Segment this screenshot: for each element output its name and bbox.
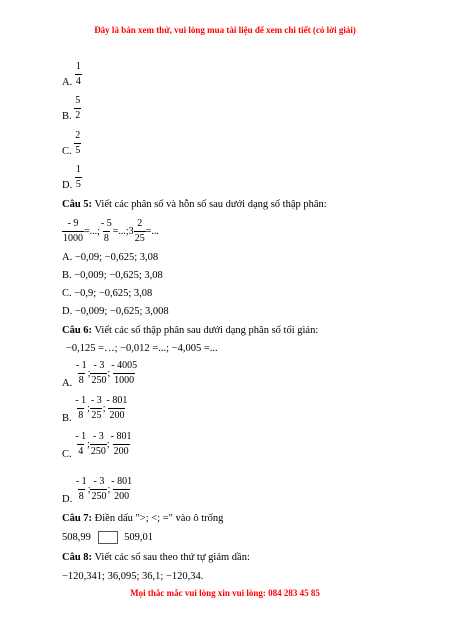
prev-option-c — [62, 131, 81, 157]
footer-notice: Mọi thắc mắc vui lòng xin vui lòng: 084 283 45 85 — [130, 588, 320, 598]
prev-option-b — [62, 96, 81, 122]
prev-option-d — [62, 165, 82, 191]
q8-numbers: −120,341; 36,095; 36,1; −120,34. — [62, 571, 204, 582]
question-8 — [62, 552, 250, 563]
left-number: 508,99 — [62, 532, 91, 543]
q5-option-c: C. −0,9; −0,625; 3,08 — [62, 288, 153, 299]
fraction: $\frac{- 9}{1000}$ — [63, 218, 83, 244]
question-label: Câu 6: — [62, 325, 93, 336]
option-label: B. — [62, 110, 72, 122]
fraction: $\frac{1}{4}$ — [75, 61, 81, 87]
q6-option-d: D. $\frac{- 1}{8}$ ; $\frac{- 3}{250}$ ; $\frac{- 801}{200}$ — [62, 476, 133, 505]
q7-comparison — [62, 531, 153, 544]
right-number: 509,01 — [124, 532, 153, 543]
prev-option-a — [62, 62, 82, 88]
question-label: Câu 5: — [62, 199, 93, 210]
fraction: $\frac{- 5}{8}$ — [100, 218, 112, 244]
fraction: $\frac{2}{25}$ — [134, 218, 145, 244]
q5-option-d: D. −0,009; −0,625; 3,008 — [62, 306, 169, 317]
header-notice: Đây là bản xem thử, vui lòng mua tài liệu để xem chi tiết (có lời giải) — [94, 25, 356, 35]
q5-expression: $\frac{- 9}{1000}$ =...; $\frac{- 5}{8}$ =...;3 $\frac{2}{25}$ =... — [63, 218, 159, 244]
q6-option-c: C. $\frac{- 1}{4}$ ; $\frac{- 3}{250}$ ; $\frac{- 801}{200}$ — [62, 431, 132, 460]
q5-option-a: A. −0,09; −0,625; 3,08 — [62, 252, 159, 263]
question-6 — [62, 325, 318, 336]
q6-option-b: B. $\frac{- 1}{8}$ ; $\frac{- 3}{25}$ ; $\frac{- 801}{200}$ — [62, 395, 128, 424]
question-7 — [62, 513, 223, 524]
fraction: $\frac{1}{5}$ — [75, 164, 81, 190]
q5-option-b: B. −0,009; −0,625; 3,08 — [62, 270, 163, 281]
question-text: Viết các phân số và hỗn số sau dưới dạng số thập phân: — [94, 199, 327, 210]
q6-option-a: A. $\frac{- 1}{8}$ ; $\frac{- 3}{250}$ ; $\frac{- 4005}{1000}$ — [62, 360, 138, 389]
answer-box[interactable] — [98, 531, 118, 544]
option-label: A. — [62, 76, 73, 88]
question-text: Viết các số sau theo thứ tự giảm dần: — [94, 552, 250, 563]
question-5 — [62, 199, 327, 210]
option-label: D. — [62, 179, 73, 191]
question-label: Câu 8: — [62, 552, 93, 563]
question-label: Câu 7: — [62, 513, 93, 524]
fraction: $\frac{2}{5}$ — [75, 130, 81, 156]
question-text: Viết các số thập phân sau dưới dạng phân số tối giản: — [94, 325, 319, 336]
question-text: Điền dấu ">; <; =" vào ô trống — [94, 513, 224, 524]
option-label: C. — [62, 145, 72, 157]
q6-expression: −0,125 =…; −0,012 =...; −4,005 =... — [66, 343, 218, 354]
fraction: $\frac{5}{2}$ — [75, 95, 81, 121]
